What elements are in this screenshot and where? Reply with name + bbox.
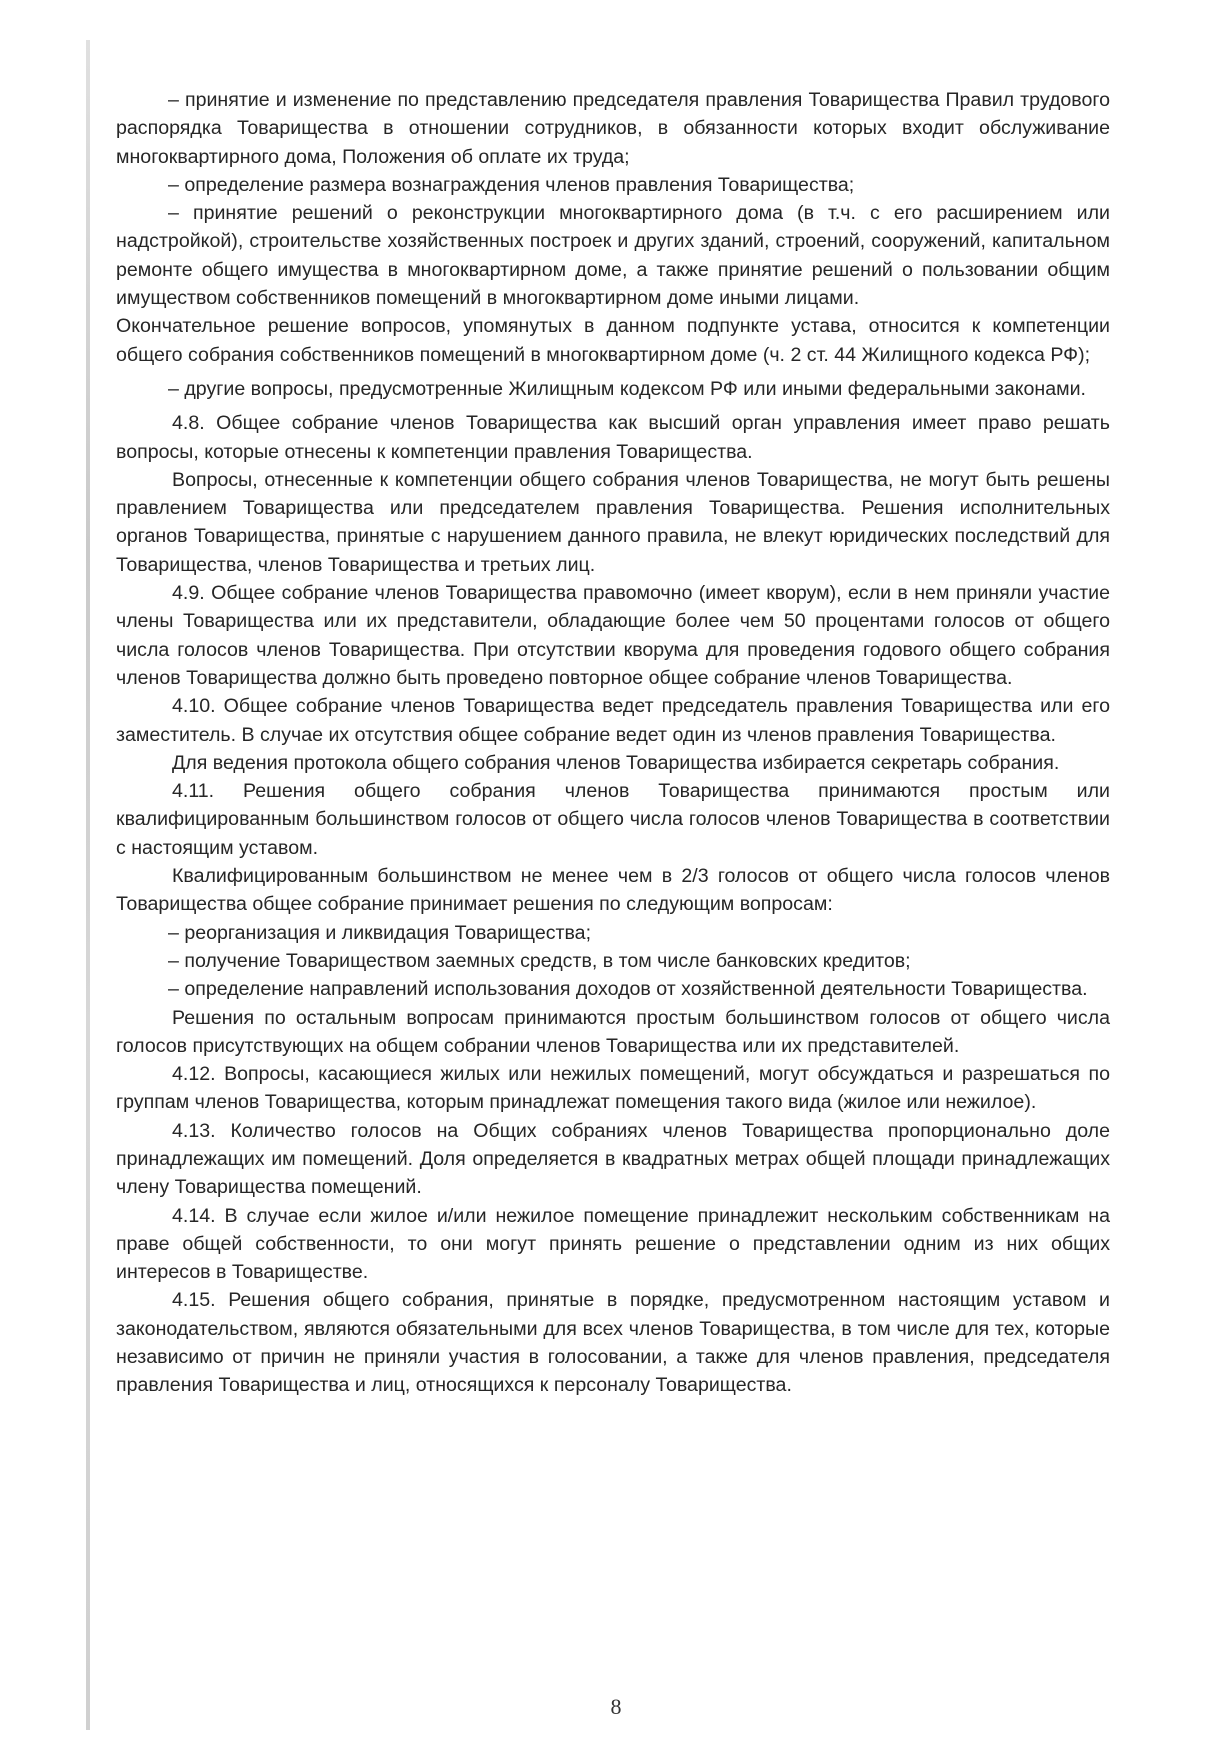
paragraph: Квалифицированным большинством не менее чем в 2/3 голосов от общего числа голосов членов Товарищества общее собрание принимает решения по следующим вопросам: — [116, 865, 1110, 916]
paragraph: 4.11. Решения общего собрания членов Товарищества принимаются простым или квалифицированным большинством голосов от общего числа голосов членов Товарищества в соответствии с настоящим уставом. — [116, 780, 1110, 859]
paragraph: 4.12. Вопросы, касающиеся жилых или нежилых помещений, могут обсуждаться и разрешаться по группам членов Товарищества, которым принадлежат помещения такого вида (жилое или нежилое). — [116, 1063, 1110, 1114]
paragraph: – определение размера вознаграждения членов правления Товарищества; — [168, 173, 855, 196]
paragraph: 4.15. Решения общего собрания, принятые в порядке, предусмотренном настоящим уставом и законодательством, являются обязательными для всех членов Товарищества, в том числе для тех, которые независимо от причин не приняли участия в голосовании, а также для членов правления, председателя правления Товарищества и лиц, относящихся к персоналу Товарищества. — [116, 1289, 1110, 1397]
paragraph: 4.9. Общее собрание членов Товарищества правомочно (имеет кворум), если в нем приняли участие члены Товарищества или их представители, обладающие более чем 50 процентами голосов от общего числа голосов членов Товарищества. При отсутствии кворума для проведения годового общего собрания членов Товарищества должно быть проведено повторное общее собрание членов Товарищества. — [116, 582, 1110, 689]
paragraph: – определение направлений использования доходов от хозяйственной деятельности Товарищества. — [168, 978, 1088, 1001]
scan-binding-edge — [86, 40, 90, 1730]
paragraph: 4.13. Количество голосов на Общих собраниях членов Товарищества пропорционально доле принадлежащих им помещений. Доля определяется в квадратных метрах общей площади принадлежащих члену Товарищества помещений. — [116, 1119, 1110, 1199]
page-number: 8 — [610, 1694, 622, 1719]
paragraph: 4.8. Общее собрание членов Товарищества как высший орган управления имеет право решать вопросы, которые отнесены к компетенции правления Товарищества. — [116, 412, 1110, 463]
paragraph: Окончательное решение вопросов, упомянутых в данном подпункте устава, относится к компетенции общего собрания собственников помещений в многоквартирном доме (ч. 2 ст. 44 Жилищного кодекса РФ); — [116, 315, 1110, 366]
paragraph: – принятие и изменение по представлению председателя правления Товарищества Правил трудового распорядка Товарищества в отношении сотрудников, в обязанности которых входит обслуживание многоквартирного дома, Положения об оплате их труда; — [116, 89, 1110, 168]
paragraph: – реорганизация и ликвидация Товарищества; — [168, 921, 592, 944]
paragraph: – принятие решений о реконструкции многоквартирного дома (в т.ч. с его расширением или надстройкой), строительстве хозяйственных построек и других зданий, строений, сооружений, капитальном ремонте общего имущества в многоквартирном доме, а также принятие решений о пользовании общим имуществом собственников помещений в многоквартирном доме иными лицами. — [116, 202, 1110, 310]
paragraph: Для ведения протокола общего собрания членов Товарищества избирается секретарь собрания. — [172, 751, 1060, 774]
paragraph: 4.10. Общее собрание членов Товарищества ведет председатель правления Товарищества или его заместитель. В случае их отсутствия общее собрание ведет один из членов правления Товарищества. — [116, 695, 1110, 746]
paragraph: – другие вопросы, предусмотренные Жилищным кодексом РФ или иными федеральными законами. — [168, 377, 1086, 400]
paragraph: 4.14. В случае если жилое и/или нежилое помещение принадлежит нескольким собственникам на праве общей собственности, то они могут принять решение о представлении одним из них общих интересов в Товариществе. — [116, 1204, 1110, 1284]
paragraph: Вопросы, отнесенные к компетенции общего собрания членов Товарищества, не могут быть решены правлением Товарищества или председателем правления Товарищества. Решения исполнительных органов Товарищества, принятые с нарушением данного правила, не влекут юридических последствий для Товарищества, членов Товарищества и третьих лиц. — [116, 468, 1110, 576]
document-body — [116, 86, 1110, 1400]
paragraph: Решения по остальным вопросам принимаются простым большинством голосов от общего числа голосов присутствующих на общем собрании членов Товарищества или их представителей. — [116, 1006, 1110, 1057]
paragraph: – получение Товариществом заемных средств, в том числе банковских кредитов; — [168, 949, 911, 972]
